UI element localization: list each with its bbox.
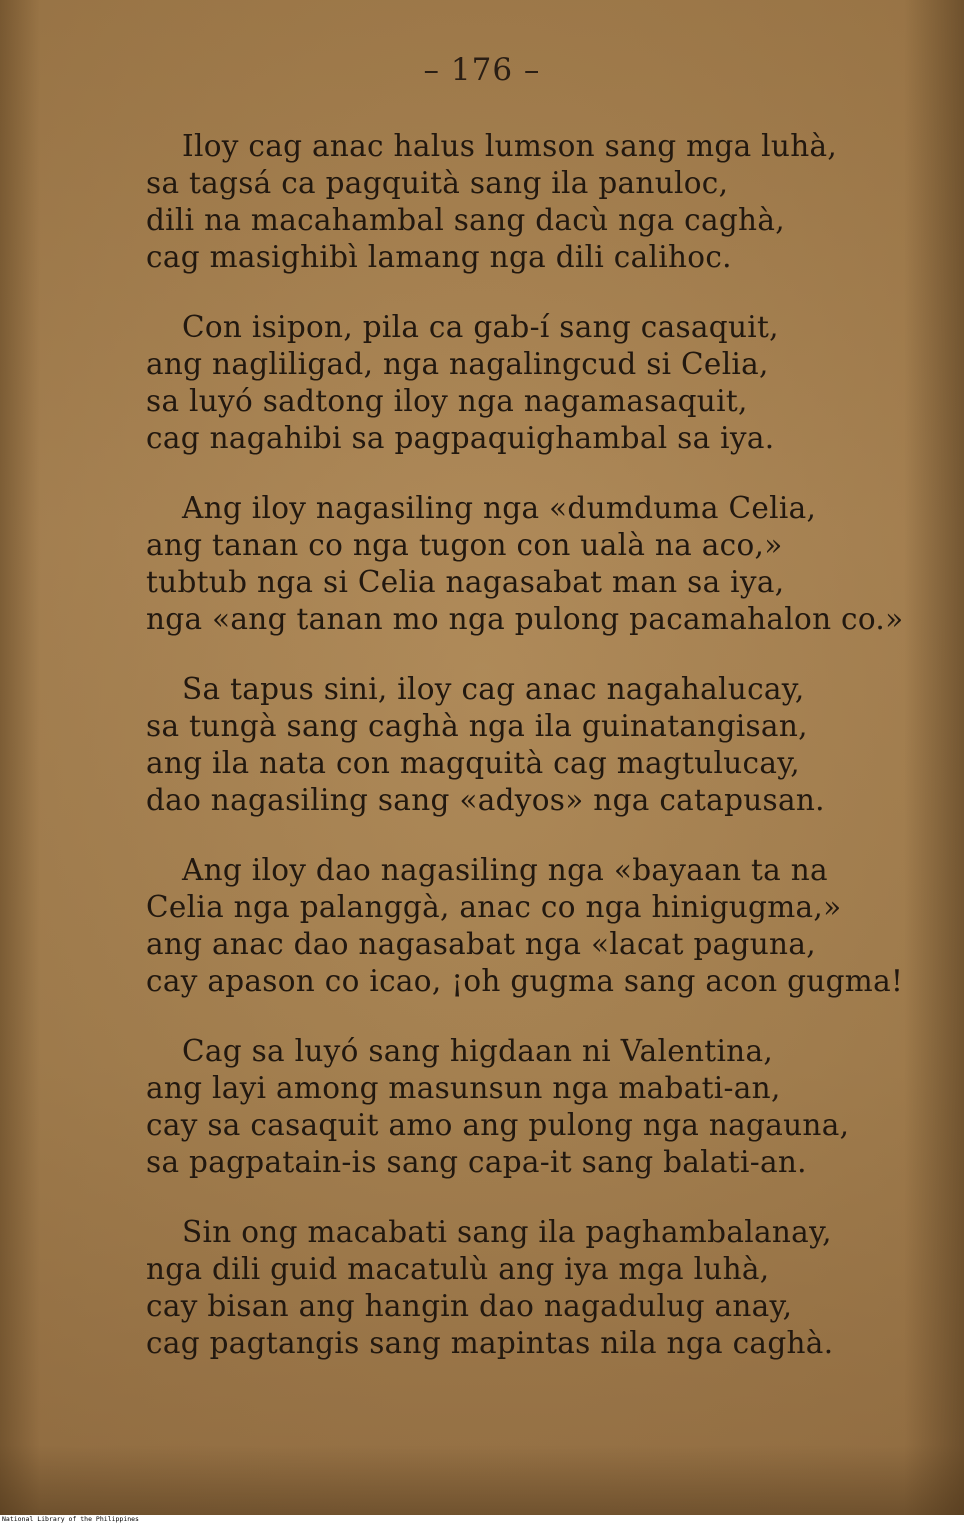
poem-line: cay apason co icao, ¡oh gugma sang acon gugma! [146,964,904,998]
page-shadow-bottom [0,1445,964,1515]
poem-line: Sin ong macabati sang ila paghambalanay, [182,1215,832,1249]
poem-line: cag nagahibi sa pagpaquighambal sa iya. [146,421,775,455]
poem-line: Cag sa luyó sang higdaan ni Valentina, [182,1034,774,1068]
poem-line: sa luyó sadtong iloy nga nagamasaquit, [146,384,748,418]
stanza [146,1214,906,1362]
poem-line: sa tungà sang caghà nga ila guinatangisan, [146,709,808,743]
poem-line: Sa tapus sini, iloy cag anac nagahalucay, [182,672,805,706]
stanza [146,852,906,1000]
stanza [146,1033,906,1181]
poem-line: tubtub nga si Celia nagasabat man sa iya, [146,565,785,599]
poem-line: nga dili guid macatulù ang iya mga luhà, [146,1252,770,1286]
poem-line: cag masighibì lamang nga dili calihoc. [146,240,732,274]
poem-line: dili na macahambal sang dacù nga caghà, [146,203,785,237]
poem-line: cay sa casaquit amo ang pulong nga nagauna, [146,1108,850,1142]
poem-line: ang tanan co nga tugon con ualà na aco,» [146,528,783,562]
poem-line: dao nagasiling sang «adyos» nga catapusan. [146,783,825,817]
stanza [146,490,906,638]
footer-bar [0,1515,964,1523]
library-credit: National Library of the Philippines [2,1515,139,1523]
page-shadow-right [904,0,964,1515]
poem-line: nga «ang tanan mo nga pulong pacamahalon co.» [146,602,904,636]
poem-line: ang anac dao nagasabat nga «lacat paguna, [146,927,816,961]
poem-line: ang layi among masunsun nga mabati-an, [146,1071,781,1105]
poem-line: sa pagpatain-is sang capa-it sang balati-an. [146,1145,807,1179]
poem-line: cag pagtangis sang mapintas nila nga caghà. [146,1326,834,1360]
poem-line: cay bisan ang hangin dao nagadulug anay, [146,1289,793,1323]
stanza [146,128,906,276]
poem-line: Ang iloy dao nagasiling nga «bayaan ta na [182,853,828,887]
poem-line: Con isipon, pila ca gab-í sang casaquit, [182,310,779,344]
poem-line: Iloy cag anac halus lumson sang mga luhà, [182,129,838,163]
page-number: – 176 – [423,52,541,88]
poem-line: Celia nga palanggà, anac co nga hinigugma,» [146,890,842,924]
poem-line: ang nagliligad, nga nagalingcud si Celia, [146,347,769,381]
stanza [146,671,906,819]
poem-line: sa tagsá ca pagquità sang ila panuloc, [146,166,729,200]
poem-line: ang ila nata con magquità cag magtulucay, [146,746,800,780]
poem-text [146,128,906,1395]
stanza [146,309,906,457]
poem-line: Ang iloy nagasiling nga «dumduma Celia, [182,491,817,525]
page-shadow-left [0,0,40,1515]
